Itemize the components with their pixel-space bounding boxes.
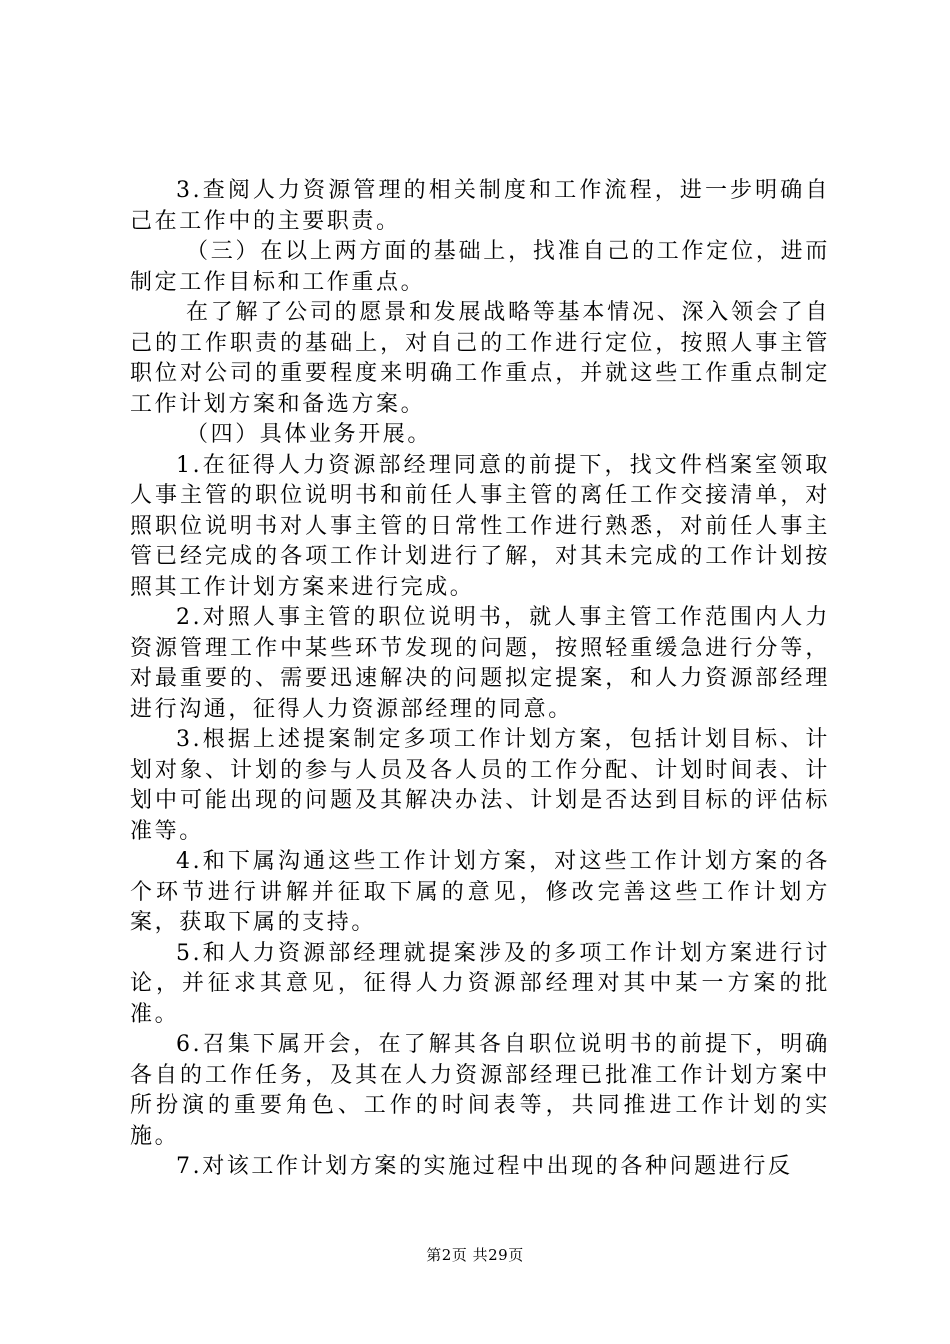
page-number-footer: 第2页 共29页 [426, 1246, 524, 1264]
paragraph-item-3: 3.查阅人力资源管理的相关制度和工作流程，进一步明确自己在工作中的主要职责。 [130, 178, 830, 234]
document-body [130, 176, 830, 1183]
paragraph-item-3b: 3.根据上述提案制定多项工作计划方案，包括计划目标、计划对象、计划的参与人员及各人员的工作分配、计划时间表、计划中可能出现的问题及其解决办法、计划是否达到目标的评估标准等。 [130, 727, 830, 844]
section-heading-4: （四）具体业务开展。 [186, 422, 433, 447]
section-heading-3: （三）在以上两方面的基础上，找准自己的工作定位，进而制定工作目标和工作重点。 [130, 239, 830, 295]
paragraph-positioning: 在了解了公司的愿景和发展战略等基本情况、深入领会了自己的工作职责的基础上，对自己的工作进行定位，按照人事主管职位对公司的重要程度来明确工作重点，并就这些工作重点制定工作计划方案和备选方案。 [130, 300, 830, 417]
paragraph-item-6: 6.召集下属开会，在了解其各自职位说明书的前提下，明确各自的工作任务，及其在人力资源部经理已批准工作计划方案中所扮演的重要角色、工作的时间表等，共同推进工作计划的实施。 [130, 1032, 830, 1149]
paragraph-item-5: 5.和人力资源部经理就提案涉及的多项工作计划方案进行讨论，并征求其意见，征得人力资源部经理对其中某一方案的批准。 [130, 940, 830, 1027]
paragraph-item-2: 2.对照人事主管的职位说明书，就人事主管工作范围内人力资源管理工作中某些环节发现的问题，按照轻重缓急进行分等，对最重要的、需要迅速解决的问题拟定提案，和人力资源部经理进行沟通，征得人力资源部经理的同意。 [130, 605, 830, 722]
paragraph-item-4: 4.和下属沟通这些工作计划方案，对这些工作计划方案的各个环节进行讲解并征取下属的意见，修改完善这些工作计划方案，获取下属的支持。 [130, 849, 830, 935]
paragraph-item-1: 1.在征得人力资源部经理同意的前提下，找文件档案室领取人事主管的职位说明书和前任人事主管的离任工作交接清单，对照职位说明书对人事主管的日常性工作进行熟悉，对前任人事主管已经完成的各项工作计划进行了解，对其未完成的工作计划按照其工作计划方案来进行完成。 [130, 452, 830, 600]
paragraph-item-7: 7.对该工作计划方案的实施过程中出现的各种问题进行反 [176, 1154, 793, 1179]
